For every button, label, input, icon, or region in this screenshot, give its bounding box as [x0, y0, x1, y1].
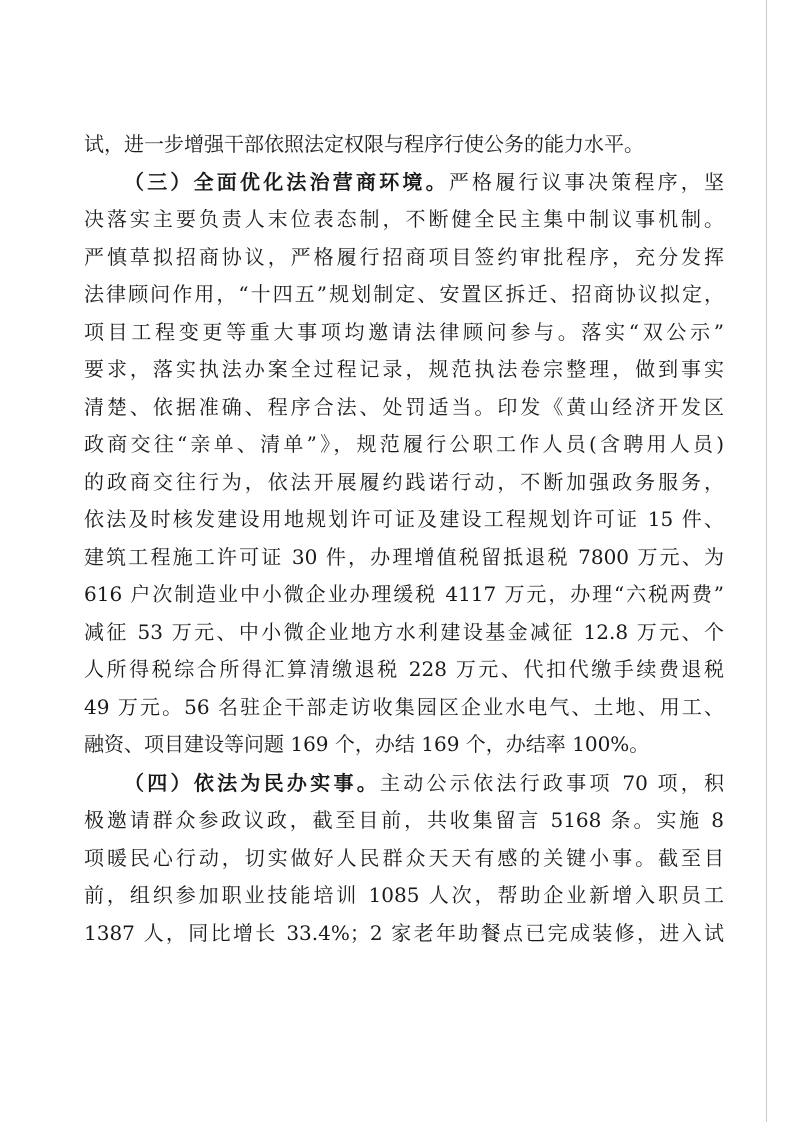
text-line: 要求，落实执法办案全过程记录，规范执法卷宗整理，做到事实 — [84, 357, 724, 381]
section-first-line — [84, 164, 724, 202]
text-line: 616 户次制造业中小微企业办理缓税 4117 万元，办理“六税两费” — [84, 582, 724, 606]
document-body — [84, 126, 724, 952]
text-line: 试，进一步增强干部依照法定权限与程序行使公务的能力水平。 — [84, 132, 644, 156]
text-line: 1387 人，同比增长 33.4%；2 家老年助餐点已完成装修，进入试 — [84, 920, 724, 945]
section-first-line — [84, 765, 724, 803]
text-line: 清楚、依据准确、程序合法、处罚适当。印发《黄山经济开发区 — [84, 394, 724, 419]
text-line: 人所得税综合所得汇算清缴退税 228 万元、代扣代缴手续费退税 — [84, 657, 724, 681]
text-line: 极邀请群众参政议政，截至目前，共收集留言 5168 条。实施 8 — [84, 808, 724, 832]
text-line: 法律顾问作用，“十四五”规划制定、安置区拆迁、招商协议拟定， — [84, 282, 724, 306]
text-line: 49 万元。56 名驻企干部走访收集园区企业水电气、土地、用工、 — [84, 694, 724, 719]
text-line: 严慎草拟招商协议，严格履行招商项目签约审批程序，充分发挥 — [84, 244, 724, 269]
text-line: 前，组织参加职业技能培训 1085 人次，帮助企业新增入职员工 — [84, 883, 724, 907]
section-text: 主动公示依法行政事项 70 项，积 — [380, 770, 724, 795]
text-line: 减征 53 万元、中小微企业地方水利建设基金减征 12.8 万元、个 — [84, 619, 724, 644]
text-line: 的政商交往行为，依法开展履约践诺行动，不断加强政务服务， — [84, 469, 724, 494]
text-line: 项目工程变更等重大事项均邀请法律顾问参与。落实“双公示” — [84, 319, 724, 344]
text-line: 依法及时核发建设用地规划许可证及建设工程规划许可证 15 件、 — [84, 507, 724, 531]
section-heading-3: （三）全面优化法治营商环境。 — [124, 169, 449, 194]
text-line: 政商交往“亲单、清单”》，规范履行公职工作人员(含聘用人员) — [84, 432, 724, 456]
scan-edge-line — [766, 0, 767, 1122]
text-line: 融资、项目建设等问题 169 个，办结 169 个，办结率 100%。 — [84, 732, 650, 756]
text-line: 决落实主要负责人末位表态制，不断健全民主集中制议事机制。 — [84, 207, 724, 231]
section-heading-4: （四）依法为民办实事。 — [124, 770, 381, 795]
text-line: 建筑工程施工许可证 30 件，办理增值税留抵退税 7800 万元、为 — [84, 544, 724, 569]
section-text: 严格履行议事决策程序，坚 — [448, 169, 724, 194]
text-line: 项暖民心行动，切实做好人民群众天天有感的关键小事。截至目 — [84, 845, 724, 870]
